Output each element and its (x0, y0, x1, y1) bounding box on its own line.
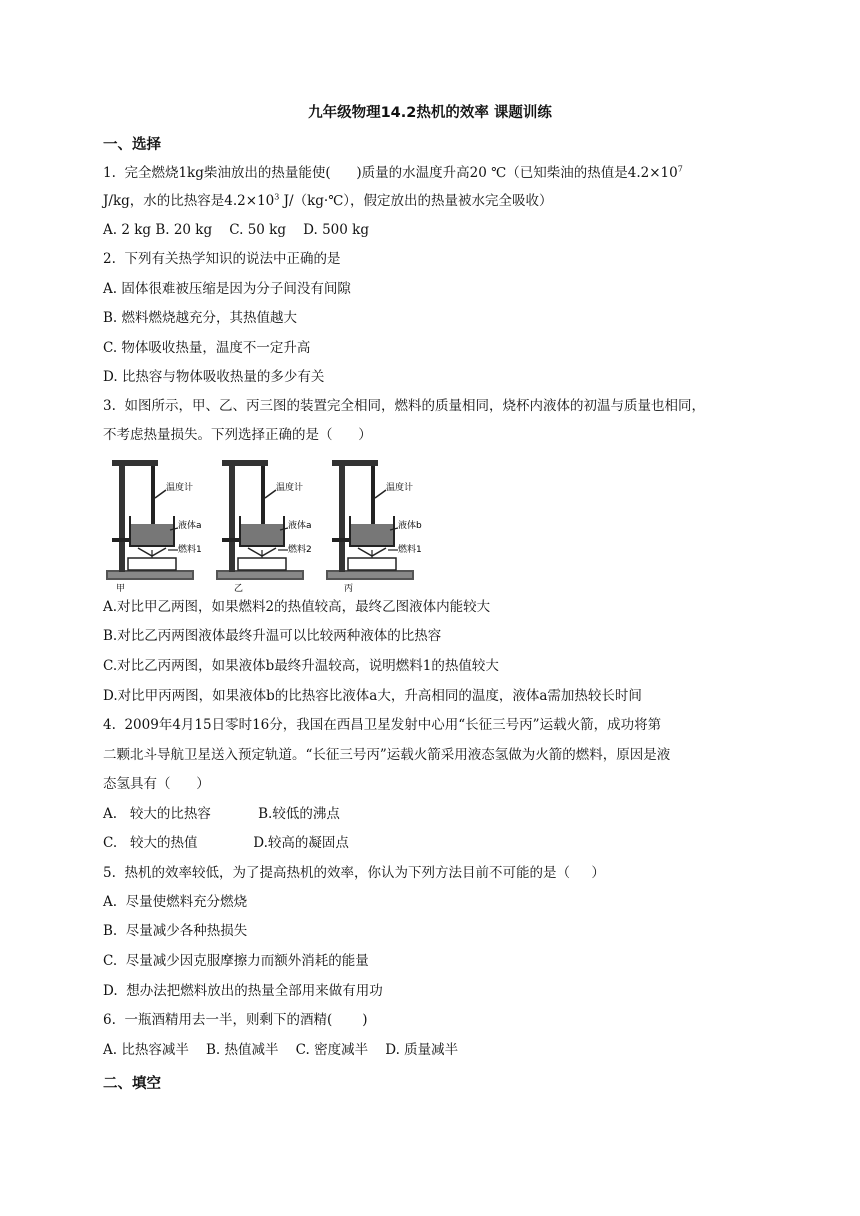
figure-apparatus-yi (216, 460, 312, 592)
q2-stem: 2. 下列有关热学知识的说法中正确的是 (103, 251, 341, 267)
q1-stem-text2: J/kg，水的比热容是4.2×10 (103, 193, 275, 209)
figure-apparatus-jia (106, 460, 202, 592)
q1-exponent1: 7 (677, 164, 683, 174)
fig3-label-liquid: 液体b (398, 521, 422, 531)
fig1-label-fuel: 燃料1 (178, 545, 202, 555)
q3-stem-line2: 不考虑热量损失。下列选择正确的是（ ） (103, 427, 372, 443)
fig1-label-thermometer: 温度计 (166, 483, 194, 493)
fig3-label-thermometer: 温度计 (386, 483, 414, 493)
q1-stem-line2 (103, 192, 553, 210)
q1-exponent2: 3 (274, 192, 280, 202)
section-heading-choice: 一、选择 (103, 137, 161, 153)
fig2-label-thermometer: 温度计 (276, 483, 304, 493)
section-heading-fill: 二、填空 (103, 1076, 161, 1092)
q3-option-b: B.对比乙丙两图液体最终升温可以比较两种液体的比热容 (103, 628, 442, 644)
q1-stem-line1 (103, 164, 683, 182)
q5-option-c: C. 尽量减少因克服摩擦力而额外消耗的能量 (103, 953, 369, 969)
fig2-label-fuel: 燃料2 (288, 545, 312, 555)
q1-stem-text3: J/（kg·℃），假定放出的热量被水完全吸收） (279, 193, 553, 209)
q3-option-d: D.对比甲丙两图，如果液体b的比热容比液体a大，升高相同的温度，液体a需加热较长时间 (103, 688, 642, 704)
q4-stem-line1: 4. 2009年4月15日零时16分，我国在西昌卫星发射中心用“长征三号丙”运载火箭，成功将第 (103, 717, 662, 733)
q2-option-a: A. 固体很难被压缩是因为分子间没有间隙 (103, 281, 351, 297)
q3-option-a: A.对比甲乙两图，如果燃料2的热值较高，最终乙图液体内能较大 (103, 599, 491, 615)
q2-option-d: D. 比热容与物体吸收热量的多少有关 (103, 369, 325, 385)
fig1-label-liquid: 液体a (178, 521, 202, 531)
apparatus-diagram (106, 454, 426, 592)
q4-options-row2: C. 较大的热值 D.较高的凝固点 (103, 835, 349, 851)
q5-option-a: A. 尽量使燃料充分燃烧 (103, 894, 248, 910)
q2-option-b: B. 燃料燃烧越充分，其热值越大 (103, 310, 298, 326)
q1-stem-text1: 1. 完全燃烧1kg柴油放出的热量能使( )质量的水温度升高20 ℃（已知柴油的热值是4.2×10 (103, 165, 678, 181)
q5-stem: 5. 热机的效率较低，为了提高热机的效率，你认为下列方法目前不可能的是（ ） (103, 865, 605, 881)
q6-stem: 6. 一瓶酒精用去一半，则剩下的酒精( ) (103, 1012, 368, 1028)
q4-stem-line3: 态氢具有（ ） (103, 776, 210, 792)
q6-options: A. 比热容减半 B. 热值减半 C. 密度减半 D. 质量减半 (103, 1042, 459, 1058)
q5-option-d: D. 想办法把燃料放出的热量全部用来做有用功 (103, 983, 383, 999)
fig3-label-fuel: 燃料1 (398, 545, 422, 555)
fig2-caption: 乙 (234, 584, 244, 592)
q3-apparatus-figures (106, 454, 426, 592)
fig2-label-liquid: 液体a (288, 521, 312, 531)
q2-option-c: C. 物体吸收热量，温度不一定升高 (103, 340, 311, 356)
fig3-caption: 丙 (344, 584, 354, 592)
q3-option-c: C.对比乙丙两图，如果液体b最终升温较高，说明燃料1的热值较大 (103, 658, 499, 674)
fig1-caption: 甲 (116, 584, 126, 592)
page-title: 九年级物理14.2热机的效率 课题训练 (308, 105, 552, 121)
figure-apparatus-bing (326, 460, 422, 592)
q4-stem-line2: 二颗北斗导航卫星送入预定轨道。“长征三号丙”运载火箭采用液态氢做为火箭的燃料，原因是液 (103, 747, 671, 763)
q5-option-b: B. 尽量减少各种热损失 (103, 923, 248, 939)
q4-options-row1: A. 较大的比热容 B.较低的沸点 (103, 806, 340, 822)
q1-options: A. 2 kg B. 20 kg C. 50 kg D. 500 kg (103, 222, 369, 238)
q3-stem-line1: 3. 如图所示，甲、乙、丙三图的装置完全相同，燃料的质量相同，烧杯内液体的初温与质量也相同， (103, 398, 705, 414)
